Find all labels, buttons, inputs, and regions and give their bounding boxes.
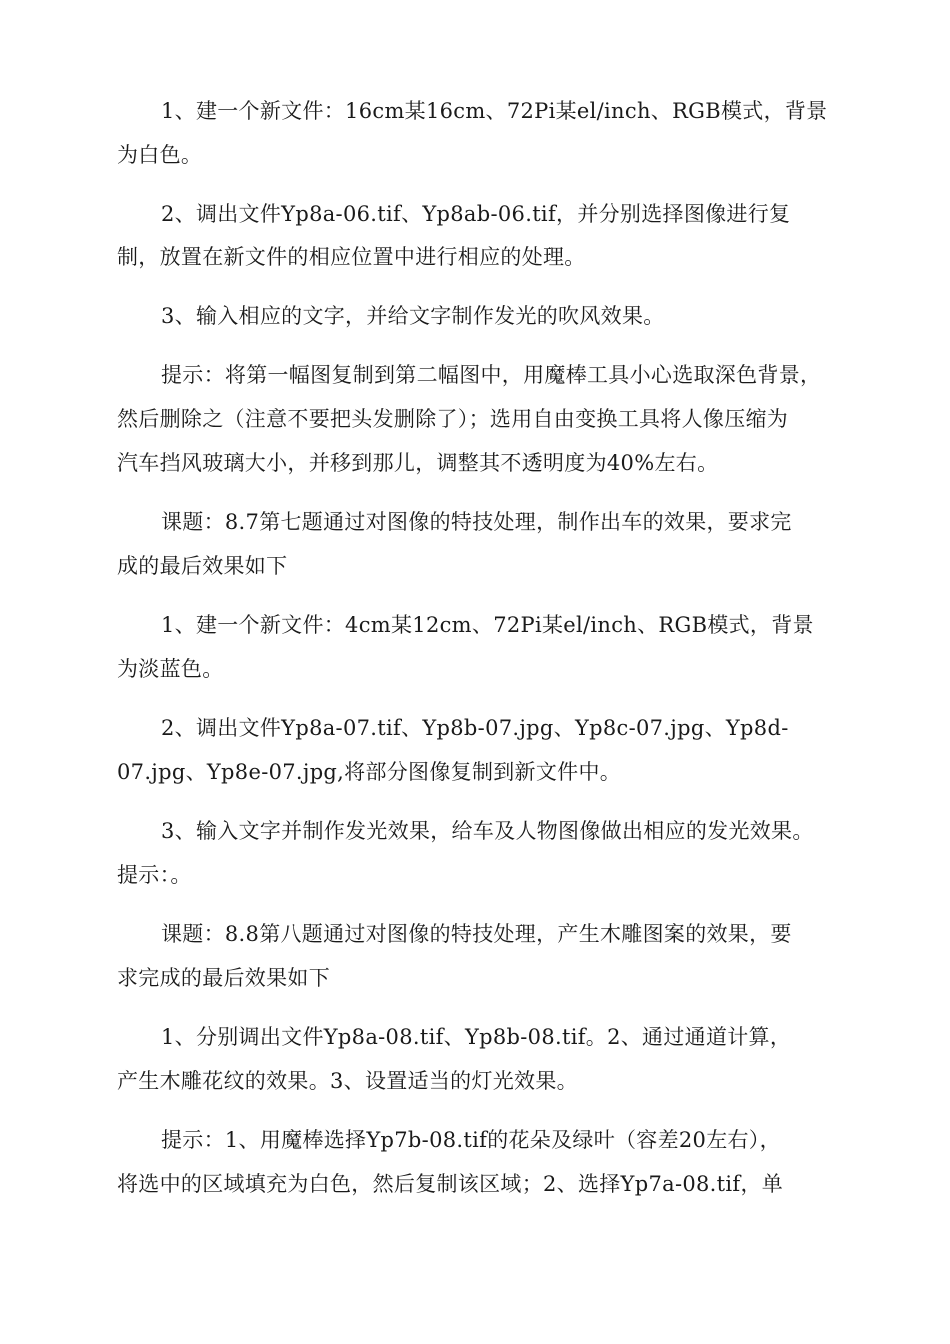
paragraph-2-line-2: 制，放置在新文件的相应位置中进行相应的处理。 — [117, 245, 586, 269]
paragraph-7-line-2: 07.jpg、Yp8e-07.jpg,将部分图像复制到新文件中。 — [117, 760, 622, 784]
paragraph-11-line-2: 将选中的区域填充为白色，然后复制该区域；2、选择Yp7a-08.tif，单 — [117, 1172, 784, 1196]
paragraph-4-line-3: 汽车挡风玻璃大小，并移到那儿，调整其不透明度为40%左右。 — [117, 451, 719, 475]
paragraph-3-line-1: 3、输入相应的文字，并给文字制作发光的吹风效果。 — [161, 304, 665, 328]
paragraph-4-line-1: 提示：将第一幅图复制到第二幅图中，用魔棒工具小心选取深色背景， — [161, 363, 822, 387]
paragraph-8-line-1: 3、输入文字并制作发光效果，给车及人物图像做出相应的发光效果。 — [161, 819, 814, 843]
paragraph-4-line-2: 然后删除之（注意不要把头发删除了）；选用自由变换工具将人像压缩为 — [117, 407, 789, 431]
paragraph-5-line-2: 成的最后效果如下 — [117, 554, 288, 578]
paragraph-8-line-2: 提示：。 — [117, 863, 192, 887]
paragraph-7-line-1: 2、调出文件Yp8a-07.tif、Yp8b-07.jpg、Yp8c-07.jpg、Yp8d- — [161, 716, 789, 740]
paragraph-9-line-2: 求完成的最后效果如下 — [117, 966, 330, 990]
paragraph-2-line-1: 2、调出文件Yp8a-06.tif、Yp8ab-06.tif，并分别选择图像进行复 — [161, 202, 791, 226]
paragraph-11-line-1: 提示：1、用魔棒选择Yp7b-08.tif的花朵及绿叶（容差20左右）， — [161, 1128, 781, 1152]
paragraph-5-line-1: 课题：8.7第七题通过对图像的特技处理，制作出车的效果，要求完 — [161, 510, 792, 534]
paragraph-6-line-2: 为淡蓝色。 — [117, 657, 224, 681]
paragraph-1-line-1: 1、建一个新文件：16cm某16cm、72Pi某el/inch、RGB模式，背景 — [161, 99, 828, 123]
paragraph-10-line-1: 1、分别调出文件Yp8a-08.tif、Yp8b-08.tif。2、通过通道计算， — [161, 1025, 792, 1049]
paragraph-6-line-1: 1、建一个新文件：4cm某12cm、72Pi某el/inch、RGB模式，背景 — [161, 613, 814, 637]
paragraph-9-line-1: 课题：8.8第八题通过对图像的特技处理，产生木雕图案的效果，要 — [161, 922, 792, 946]
paragraph-10-line-2: 产生木雕花纹的效果。3、设置适当的灯光效果。 — [117, 1069, 578, 1093]
paragraph-1-line-2: 为白色。 — [117, 143, 203, 167]
